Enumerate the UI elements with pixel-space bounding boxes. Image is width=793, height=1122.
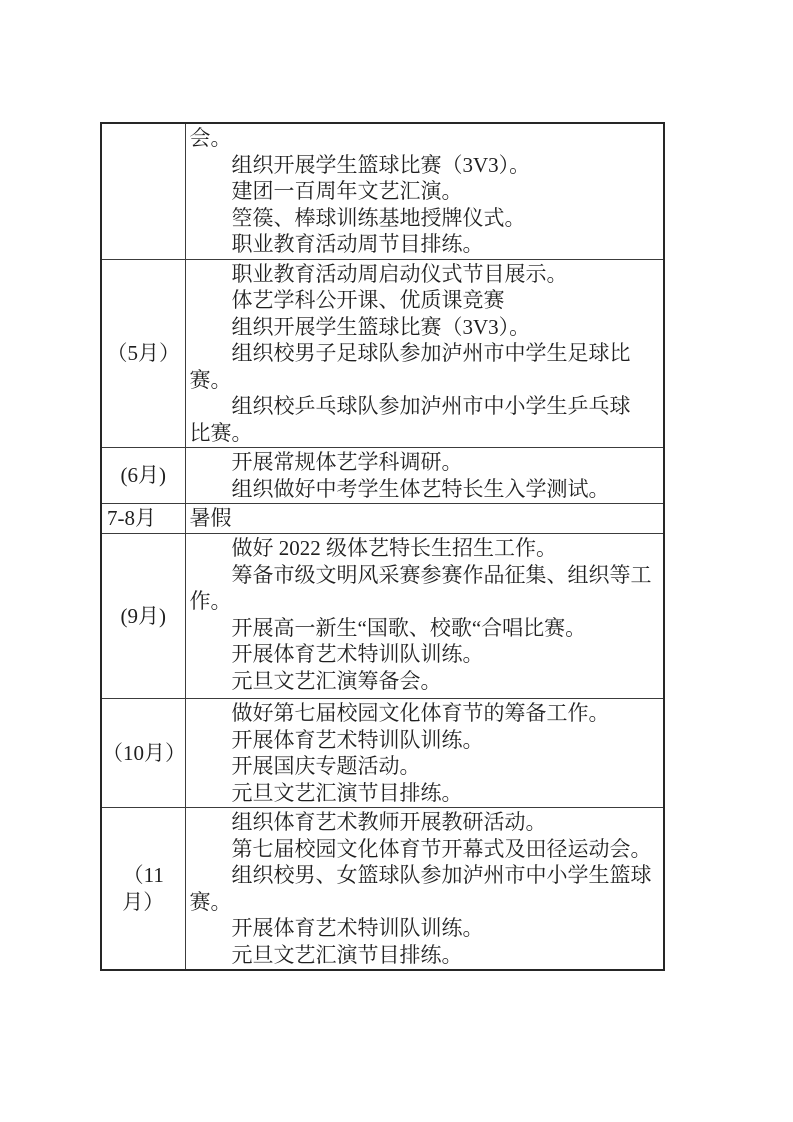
content-cell bbox=[185, 448, 664, 504]
content-line: 元旦文艺汇演节目排练。 bbox=[231, 942, 463, 967]
content-line: 开展国庆专题活动。 bbox=[231, 754, 421, 778]
table-row bbox=[101, 448, 664, 504]
content-line: 组织开展学生篮球比赛（3V3）。 bbox=[231, 314, 531, 339]
content-line: 做好 2022 级体艺特长生招生工作。 bbox=[231, 536, 557, 560]
table-row bbox=[101, 504, 664, 534]
content-line: 元旦文艺汇演筹备会。 bbox=[231, 668, 442, 693]
month-cell bbox=[101, 448, 185, 504]
month-label: 7-8月 bbox=[107, 506, 156, 531]
content-line: 开展常规体艺学科调研。 bbox=[231, 450, 463, 474]
table-row bbox=[101, 259, 664, 448]
content-cell bbox=[185, 123, 664, 259]
content-line: 箜篌、棒球训练基地授牌仪式。 bbox=[231, 205, 526, 230]
month-label: （11 bbox=[122, 863, 164, 887]
month-label: (9月) bbox=[120, 603, 166, 628]
month-cell bbox=[101, 808, 185, 971]
content-line: 组织体育艺术教师开展教研活动。 bbox=[231, 810, 547, 834]
table-row bbox=[101, 123, 664, 259]
content-line: 赛。 bbox=[189, 367, 232, 392]
content-line: 职业教育活动周节目排练。 bbox=[231, 232, 484, 256]
content-line: 组织校乒乓球队参加泸州市中小学生乒乓球 bbox=[231, 394, 631, 418]
table-row bbox=[101, 534, 664, 699]
content-line: 筹备市级文明风采赛参赛作品征集、组织等工 bbox=[231, 562, 652, 587]
schedule-table bbox=[100, 122, 665, 971]
content-line: 暑假 bbox=[189, 506, 232, 530]
content-line: 做好第七届校园文化体育节的筹备工作。 bbox=[231, 701, 610, 725]
content-line: 赛。 bbox=[189, 889, 232, 914]
month-cell bbox=[101, 699, 185, 808]
month-cell bbox=[101, 534, 185, 699]
month-label: 月） bbox=[122, 889, 165, 914]
content-line: 第七届校园文化体育节开幕式及田径运动会。 bbox=[231, 836, 652, 861]
content-line: 开展体育艺术特训队训练。 bbox=[231, 916, 484, 940]
content-line: 组织校男、女篮球队参加泸州市中小学生篮球 bbox=[231, 863, 652, 887]
content-cell bbox=[185, 259, 664, 448]
content-line: 组织开展学生篮球比赛（3V3）。 bbox=[231, 152, 531, 177]
content-line: 组织校男子足球队参加泸州市中学生足球比 bbox=[231, 341, 631, 365]
content-line: 建团一百周年文艺汇演。 bbox=[231, 179, 463, 203]
table-row bbox=[101, 808, 664, 971]
month-label: (6月) bbox=[120, 463, 166, 488]
month-cell bbox=[101, 123, 185, 259]
month-cell bbox=[101, 504, 185, 534]
content-cell bbox=[185, 808, 664, 971]
content-line: 组织做好中考学生体艺特长生入学测试。 bbox=[231, 476, 610, 501]
month-label: （10月） bbox=[102, 740, 186, 765]
content-cell bbox=[185, 534, 664, 699]
content-line: 会。 bbox=[189, 126, 232, 150]
content-line: 体艺学科公开课、优质课竞赛 bbox=[231, 288, 505, 312]
month-cell bbox=[101, 259, 185, 448]
content-line: 比赛。 bbox=[189, 420, 253, 445]
month-label: （5月） bbox=[106, 341, 180, 365]
content-line: 开展体育艺术特训队训练。 bbox=[231, 642, 484, 666]
content-line: 开展体育艺术特训队训练。 bbox=[231, 727, 484, 752]
content-line: 职业教育活动周启动仪式节目展示。 bbox=[231, 261, 568, 286]
content-cell bbox=[185, 504, 664, 534]
content-line: 开展高一新生“国歌、校歌“合唱比赛。 bbox=[231, 615, 587, 640]
table-row bbox=[101, 699, 664, 808]
content-cell bbox=[185, 699, 664, 808]
content-line: 元旦文艺汇演节目排练。 bbox=[231, 780, 463, 805]
content-line: 作。 bbox=[189, 589, 232, 613]
